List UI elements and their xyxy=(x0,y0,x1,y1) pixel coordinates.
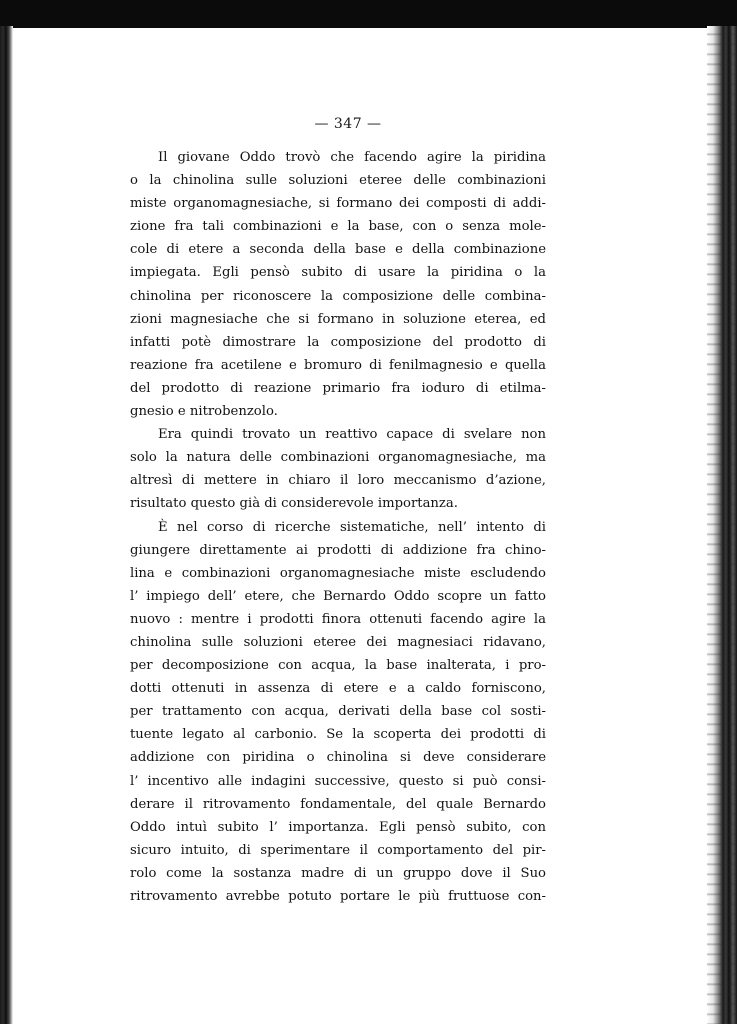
text-line: miste organomagnesiache, si formano dei composti di addi- xyxy=(130,196,546,212)
text-line: solo la natura delle combinazioni organomagnesiache, ma xyxy=(130,450,546,466)
scan-top-border xyxy=(0,0,737,28)
text-line: dotti ottenuti in assenza di etere e a caldo forniscono, xyxy=(130,681,546,697)
text-line: Oddo intuì subito l’ importanza. Egli pensò subito, con xyxy=(130,819,546,835)
text-line: risultato questo già di considerevole importanza. xyxy=(130,496,458,512)
scan-right-page-edges xyxy=(707,26,737,1024)
text-line: Il giovane Oddo trovò che facendo agire la piridina xyxy=(158,150,546,165)
text-line: reazione fra acetilene e bromuro di fenilmagnesio e quella xyxy=(130,357,546,373)
text-line: chinolina sulle soluzioni eteree dei magnesiaci ridavano, xyxy=(130,634,546,650)
text-line: per trattamento con acqua, derivati della base col sosti- xyxy=(130,704,546,720)
document-page xyxy=(13,28,707,1024)
text-line: per decomposizione con acqua, la base inalterata, i pro- xyxy=(130,658,546,674)
text-line: tuente legato al carbonio. Se la scoperta dei prodotti di xyxy=(130,727,546,743)
text-line: l’ impiego dell’ etere, che Bernardo Oddo scopre un fatto xyxy=(130,588,546,604)
text-line: sicuro intuito, di sperimentare il comportamento del pir- xyxy=(130,842,546,858)
text-line: o la chinolina sulle soluzioni eteree delle combinazioni xyxy=(130,173,546,189)
page-number: — 347 — xyxy=(314,116,382,132)
text-line: nuovo : mentre i prodotti finora ottenuti facendo agire la xyxy=(130,611,546,627)
text-line: zioni magnesiache che si formano in soluzione eterea, ed xyxy=(130,311,546,327)
text-line: gnesio e nitrobenzolo. xyxy=(130,404,278,420)
text-line: zione fra tali combinazioni e la base, con o senza mole- xyxy=(130,219,546,235)
text-line: rolo come la sostanza madre di un gruppo dove il Suo xyxy=(130,865,546,881)
text-line: lina e combinazioni organomagnesiache miste escludendo xyxy=(130,565,546,581)
text-line: del prodotto di reazione primario fra ioduro di etilma- xyxy=(130,380,546,396)
text-line: altresì di mettere in chiaro il loro meccanismo d’azione, xyxy=(130,473,546,489)
text-line: l’ incentivo alle indagini successive, questo si può consi- xyxy=(130,773,546,789)
body-text xyxy=(130,146,546,908)
text-line: infatti potè dimostrare la composizione del prodotto di xyxy=(130,334,546,350)
scan-left-binding-edge xyxy=(0,26,13,1024)
text-line: È nel corso di ricerche sistematiche, nell’ intento di xyxy=(158,519,546,535)
text-line: impiegata. Egli pensò subito di usare la piridina o la xyxy=(130,265,546,281)
text-line: derare il ritrovamento fondamentale, del quale Bernardo xyxy=(130,796,546,812)
text-line: chinolina per riconoscere la composizione delle combina- xyxy=(130,288,546,304)
text-line: Era quindi trovato un reattivo capace di svelare non xyxy=(158,427,546,443)
text-line: addizione con piridina o chinolina si deve considerare xyxy=(130,750,546,766)
text-line: ritrovamento avrebbe potuto portare le più fruttuose con- xyxy=(130,889,546,904)
text-line: cole di etere a seconda della base e della combinazione xyxy=(130,242,546,258)
text-line: giungere direttamente ai prodotti di addizione fra chino- xyxy=(130,542,546,558)
